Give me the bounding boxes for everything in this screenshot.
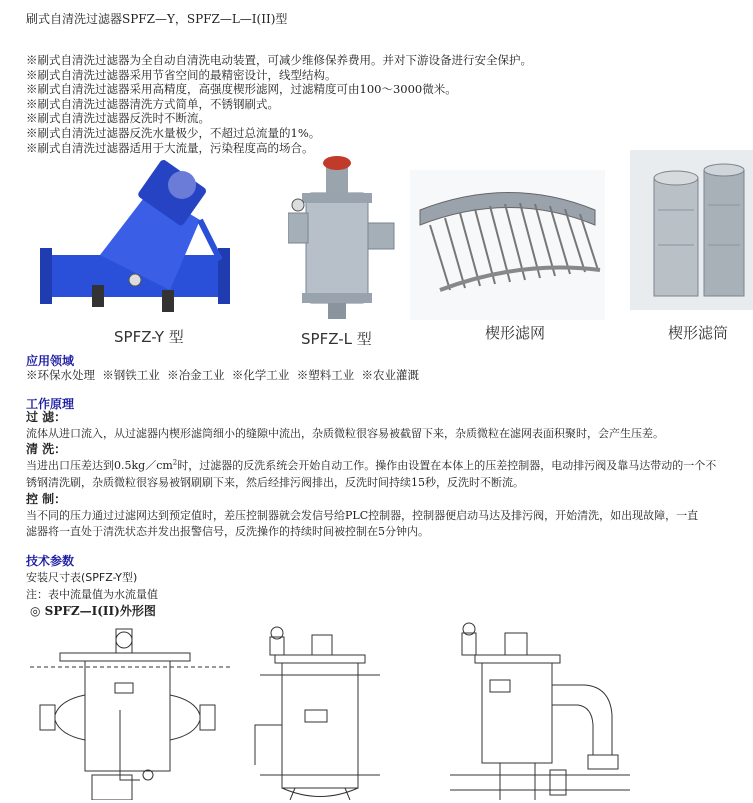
tech-line2: 注：表中流量值为水流量值 bbox=[26, 588, 158, 601]
control-subheading: 控 制： bbox=[26, 492, 67, 506]
clean-subheading: 清 洗： bbox=[26, 442, 67, 456]
drawing-title: ◎ SPFZ—I(II)外形图 bbox=[30, 604, 156, 618]
tech-line1: 安装尺寸表(SPFZ-Y型) bbox=[26, 571, 138, 584]
tech-heading: 技术参数 bbox=[26, 554, 75, 568]
caption-wedge-screen: 楔形滤网 bbox=[485, 324, 546, 342]
clean-text-line1: 当进出口压差达到$0.5kg/cm^2$时，过滤器的反洗系统会开始自动工作。操作由设置在本体上的压差控制器，电动排污阀及靠马达带动的一个不 bbox=[26, 458, 717, 472]
caption-spfz-l: SPFZ-L 型 bbox=[301, 330, 372, 348]
clean-text-line2: 锈钢清洗刷，杂质微粒很容易被钢刷刷下来，然后经排污阀排出，反洗时间持续15秒，反洗时不断流。 bbox=[26, 476, 524, 489]
principle-heading: 工作原理 bbox=[26, 397, 75, 411]
feature-list bbox=[26, 53, 532, 155]
feature-item: ※刷式自清洗过滤器反洗水量极少，不超过总流量的1%。 bbox=[26, 125, 321, 140]
l-type-filter-image bbox=[288, 153, 398, 323]
drawing-elbow bbox=[450, 623, 630, 800]
feature-item: ※刷式自清洗过滤器采用节省空间的最精密设计，线型结构。 bbox=[26, 67, 337, 82]
control-text-line2: 滤器将一直处于清洗状态并发出报警信号，反洗操作的持续时间被控制在5分钟内。 bbox=[26, 525, 429, 538]
page-title: 刷式自清洗过滤器SPFZ—Y，SPFZ—L—I(II)型 bbox=[26, 12, 288, 26]
drawing-horizontal bbox=[30, 629, 230, 800]
application-heading: 应用领域 bbox=[26, 354, 75, 368]
y-type-filter-image bbox=[40, 160, 240, 330]
feature-item: ※刷式自清洗过滤器适用于大流量，污染程度高的场合。 bbox=[26, 140, 314, 155]
outline-drawings bbox=[30, 615, 640, 800]
control-text-line1: 当不同的压力通过过滤网达到预定值时，差压控制器就会发信号给PLC控制器，控制器便启动马达及排污阀，开始清洗，如出现故障，一直 bbox=[26, 509, 699, 522]
application-list: ※环保水处理 ※钢铁工业 ※冶金工业 ※化学工业 ※塑料工业 ※农业灌溉 bbox=[26, 368, 420, 382]
feature-item: ※刷式自清洗过滤器为全自动自清洗电动装置，可减少维修保养费用。并对下游设备进行安全保护。 bbox=[26, 53, 532, 67]
feature-item: ※刷式自清洗过滤器采用高精度，高强度楔形滤网，过滤精度可由100～3000微米。 bbox=[26, 82, 457, 97]
feature-item: ※刷式自清洗过滤器清洗方式简单，不锈钢刷式。 bbox=[26, 96, 279, 111]
filter-subheading: 过 滤： bbox=[26, 410, 67, 424]
wedge-screen-image bbox=[410, 170, 605, 320]
wedge-cartridge-image bbox=[630, 150, 753, 310]
caption-spfz-y: SPFZ-Y 型 bbox=[114, 328, 184, 346]
filter-text: 流体从进口流入，从过滤器内楔形滤筒细小的缝隙中流出，杂质微粒很容易被截留下来，杂质微粒在滤网表面积聚时，会产生压差。 bbox=[26, 427, 664, 440]
drawing-vertical bbox=[255, 627, 380, 800]
feature-item: ※刷式自清洗过滤器反洗时不断流。 bbox=[26, 111, 210, 126]
caption-wedge-cartridge: 楔形滤筒 bbox=[668, 324, 729, 342]
